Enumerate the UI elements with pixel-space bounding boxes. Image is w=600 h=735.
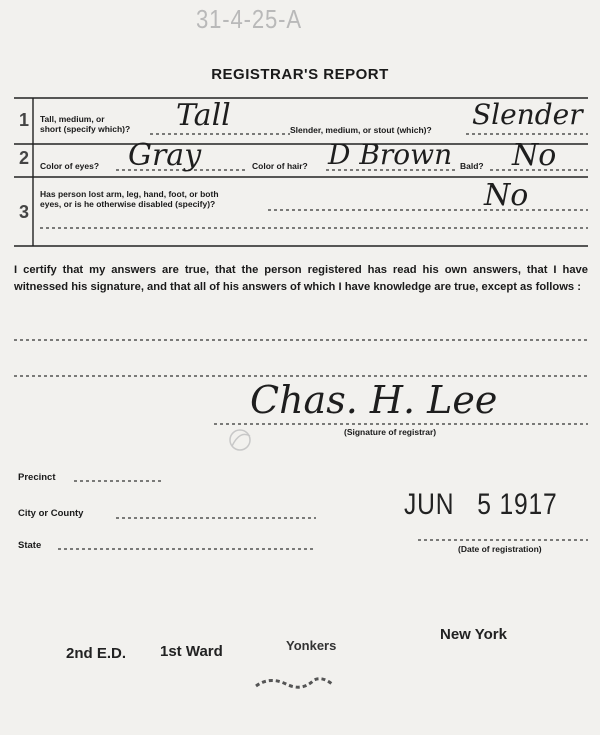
height-answer: Tall <box>176 98 231 133</box>
date-month: JUN <box>404 488 455 521</box>
eye-color-answer: Gray <box>128 138 202 173</box>
hair-color-label: Color of hair? <box>252 161 308 171</box>
bald-answer: No <box>512 138 557 173</box>
eye-color-label: Color of eyes? <box>40 161 100 171</box>
build-label: Slender, medium, or stout (which)? <box>290 125 432 135</box>
certification-statement: I certify that my answers are true, that the person registered has read his own answers, that I have witnessed his signature, and that all of his answers of which I have knowledge are true, except as follows : <box>14 264 588 293</box>
row-number-3: 3 <box>19 202 30 222</box>
date-year: 1917 <box>499 488 558 521</box>
build-answer: Slender <box>472 98 583 131</box>
registrar-signature: Chas. H. Lee <box>250 378 498 422</box>
precinct-label: Precinct <box>18 472 56 483</box>
disability-label-line1: Has person lost arm, leg, hand, foot, or both <box>40 189 219 199</box>
bald-label: Bald? <box>460 161 484 171</box>
city-county-label: City or County <box>18 508 84 519</box>
disability-answer: No <box>484 178 529 213</box>
report-title: REGISTRAR'S REPORT <box>211 66 389 83</box>
row-number-1: 1 <box>19 110 30 130</box>
disability-label-line2: eyes, or is he otherwise disabled (specify)? <box>40 199 216 209</box>
city-stamp: Yonkers <box>286 638 337 653</box>
height-label-line1: Tall, medium, or <box>40 114 105 124</box>
election-district: 2nd E.D. <box>66 645 127 662</box>
date-caption: (Date of registration) <box>458 544 542 554</box>
signature-caption: (Signature of registrar) <box>344 427 437 437</box>
ward: 1st Ward <box>160 643 223 660</box>
card-serial-number: 31-4-25-A <box>196 4 302 34</box>
height-label-line2: short (specify which)? <box>40 124 131 134</box>
row-number-2: 2 <box>19 148 30 168</box>
state-label: State <box>18 540 42 551</box>
hair-color-answer: D Brown <box>328 138 453 171</box>
date-day: 5 <box>477 488 492 521</box>
state-stamp: New York <box>440 626 507 643</box>
